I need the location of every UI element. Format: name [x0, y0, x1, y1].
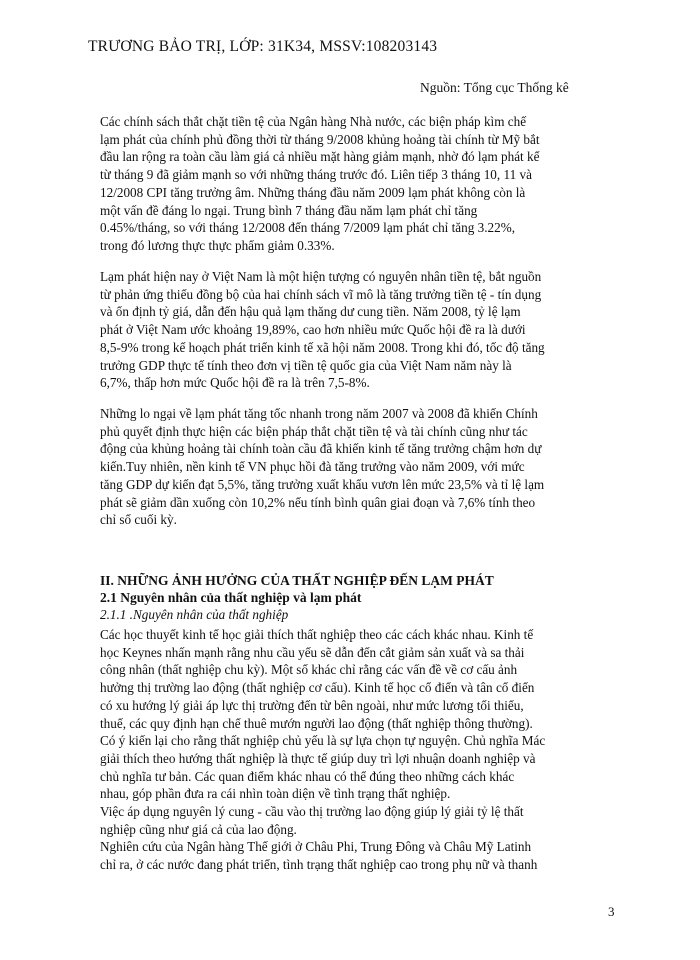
text-line: phát sẽ giảm dần xuống còn 10,2% nếu tính bình quân giai đoạn và 7,6% tính theo [100, 494, 536, 510]
text-line: phát ở Việt Nam ước khoảng 19,89%, cao hơn nhiều mức Quốc hội đề ra là dưới [100, 322, 526, 338]
text-line: từ tháng 9 đã giảm mạnh so với những tháng trước đó. Liên tiếp 3 tháng 10, 11 và [100, 167, 532, 183]
text-line: đầu lan rộng ra toàn cầu làm giá cả nhiều mặt hàng giảm mạnh, nhờ đó lạm phát kể [100, 149, 540, 165]
subsubsection-heading: 2.1.1 .Nguyên nhân của thất nghiệp [100, 607, 289, 622]
text-line: 0.45%/tháng, so với tháng 12/2008 đến tháng 7/2009 lạm phát chỉ tăng 3.22%, [100, 220, 515, 236]
text-line: chủ nghĩa tư bản. Các quan điểm khác nhau có thể đúng theo những cách khác [100, 768, 515, 784]
page-number: 3 [608, 904, 615, 919]
text-line: Nghiên cứu của Ngân hàng Thế giới ở Châu Phi, Trung Đông và Châu Mỹ Latinh [100, 839, 532, 855]
text-line: Các chính sách thắt chặt tiền tệ của Ngân hàng Nhà nước, các biện pháp kìm chế [100, 114, 527, 129]
text-line: nghiệp cũng như giá cả của lao động. [100, 821, 297, 837]
text-line: nhau, góp phần đưa ra cái nhìn toàn diện về tình trạng thất nghiệp. [100, 786, 451, 802]
text-line: Những lo ngại về lạm phát tăng tốc nhanh trong năm 2007 và 2008 đã khiến Chính [100, 406, 538, 421]
paragraph-4 [100, 626, 640, 874]
text-line: Các học thuyết kinh tế học giải thích thất nghiệp theo các cách khác nhau. Kinh tế [100, 627, 534, 642]
text-line: tăng GDP dự kiến đạt 5,5%, tăng trưởng xuất khẩu vươn lên mức 23,5% và tỉ lệ lạm [100, 476, 545, 492]
text-line: trưởng GDP thực tế tính theo đơn vị tiền tệ quốc gia của Việt Nam năm này là [100, 357, 512, 373]
document-header: TRƯƠNG BẢO TRỊ, LỚP: 31K34, MSSV:108203143 [88, 38, 438, 55]
text-line: giải thích theo hướng thất nghiệp là thực tế giúp duy trì lợi nhuận doanh nghiệp và [100, 750, 536, 766]
text-line: lạm phát của chính phủ đồng thời từ tháng 9/2008 khủng hoảng tài chính từ Mỹ bắt [100, 131, 540, 147]
text-line: chỉ số cuối kỳ. [100, 512, 177, 528]
text-line: động của khủng hoảng tài chính toàn cầu đã khiến kinh tế tăng trưởng chậm hơn dự [100, 441, 542, 457]
paragraph-1 [100, 113, 640, 255]
subsection-heading: 2.1 Nguyên nhân của thất nghiệp và lạm phát [100, 590, 362, 605]
text-line: 12/2008 CPI tăng trưởng âm. Những tháng đầu năm 2009 lạm phát không còn là [100, 184, 526, 200]
paragraph-2 [100, 268, 640, 392]
text-line: thuế, các quy định hạn chế thuê mướn người lao động (thất nghiệp thông thường). [100, 715, 533, 731]
text-line: có xu hướng lý giải áp lực thị trường đến từ bên ngoài, như mức lương tối thiểu, [100, 697, 524, 713]
text-line: phủ quyết định thực hiện các biện pháp thắt chặt tiền tệ và tài chính cũng như tác [100, 423, 528, 439]
text-line: kiến.Tuy nhiên, nền kinh tế VN phục hồi đà tăng trưởng vào năm 2009, với mức [100, 459, 525, 475]
text-line: Lạm phát hiện nay ở Việt Nam là một hiện tượng có nguyên nhân tiền tệ, bắt nguồn [100, 269, 542, 284]
text-line: Có ý kiến lại cho rằng thất nghiệp chủ yếu là sự lựa chọn tự nguyện. Chủ nghĩa Mác [100, 733, 546, 749]
text-line: Việc áp dụng nguyên lý cung - cầu vào thị trường lao động giúp lý giải tỷ lệ thất [100, 804, 524, 820]
paragraph-3 [100, 405, 640, 529]
text-line: trong đó lương thực thực phẩm giảm 0.33%. [100, 237, 335, 253]
text-line: chỉ ra, ở các nước đang phát triển, tình trạng thất nghiệp cao trong phụ nữ và thanh [100, 857, 538, 873]
text-line: 6,7%, thấp hơn mức Quốc hội đề ra là trên 7,5-8%. [100, 375, 370, 391]
text-line: hưởng thị trường lao động (thất nghiệp cơ cấu). Kinh tế học cổ điển và tân cổ điển [100, 680, 535, 696]
text-line: công nhân (thất nghiệp chu kỳ). Một số khác chỉ rằng các vấn đề về cơ cấu ảnh [100, 662, 518, 678]
source-note: Nguồn: Tổng cục Thống kê [420, 80, 569, 95]
text-line: 8,5-9% trong kế hoạch phát triển kinh tế xã hội năm 2008. Trong khi đó, tốc độ tăng [100, 339, 545, 355]
text-line: một vấn đề đáng lo ngại. Trung bình 7 tháng đầu năm lạm phát chỉ tăng [100, 202, 478, 218]
text-line: và ổn định tỷ giá, dẫn đến hậu quả lạm thăng dư cung tiền. Năm 2008, tỷ lệ lạm [100, 304, 521, 320]
text-line: học Keynes nhấn mạnh rằng nhu cầu yếu sẽ dẫn đến cắt giảm sản xuất và sa thải [100, 644, 525, 660]
section-heading: II. NHỮNG ẢNH HƯỞNG CỦA THẤT NGHIỆP ĐẾN LẠM PHÁT [100, 573, 494, 588]
text-line: từ phản ứng thiếu đồng bộ của hai chính sách vĩ mô là tăng trưởng tiền tệ - tín dụng [100, 286, 542, 302]
